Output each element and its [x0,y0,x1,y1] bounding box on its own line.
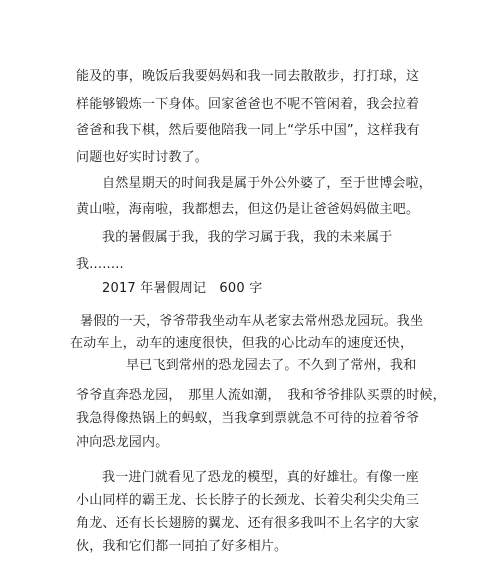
essay-title: 2017 年暑假周记 600 字 [102,281,263,296]
paragraph-line: 小山同样的霸王龙、长长脖子的长颈龙、长着尖利尖尖角三 [76,493,420,508]
paragraph-line: 我急得像热锅上的蚂蚁，当我拿到票就急不可待的拉着爷爷 [76,411,420,426]
paragraph-line: 我........ [76,257,124,272]
paragraph-line: 自然星期天的时间我是属于外公外婆了，至于世博会啦， [102,176,433,191]
paragraph-line: 早已飞到常州的恐龙园去了。不久到了常州，我和 [126,358,417,373]
paragraph-line: 冲向恐龙园内。 [76,435,169,450]
paragraph-line: 问题也好实时讨教了。 [76,150,209,165]
paragraph-line: 爸爸和我下棋，然后要他陪我一同上“学乐中国”，这样我有 [76,123,420,138]
paragraph-line: 能及的事，晚饭后我要妈妈和我一同去散散步，打打球，这 [76,69,420,84]
paragraph-line: 在动车上，动车的速度很快，但我的心比动车的速度还快， [70,336,414,351]
paragraph-line: 爷爷直奔恐龙园， 那里人流如潮， 我和爷爷排队买票的时候， [76,388,446,403]
paragraph-line: 暑假的一天，爷爷带我坐动车从老家去常州恐龙园玩。我坐 [80,314,424,329]
paragraph-line: 我一进门就看见了恐龙的模型，真的好雄壮。有像一座 [102,470,419,485]
paragraph-line: 样能够锻炼一下身体。回家爸爸也不呢不管闲着，我会拉着 [76,97,420,112]
paragraph-line: 伙，我和它们都一同拍了好多相片。 [76,539,288,554]
paragraph-line: 角龙、还有长长翅膀的翼龙、还有很多我叫不上名字的大家 [76,516,420,531]
paragraph-line: 黄山啦，海南啦，我都想去，但这仍是让爸爸妈妈做主吧。 [76,202,420,217]
paragraph-line: 我的暑假属于我，我的学习属于我，我的未来属于 [102,230,393,245]
